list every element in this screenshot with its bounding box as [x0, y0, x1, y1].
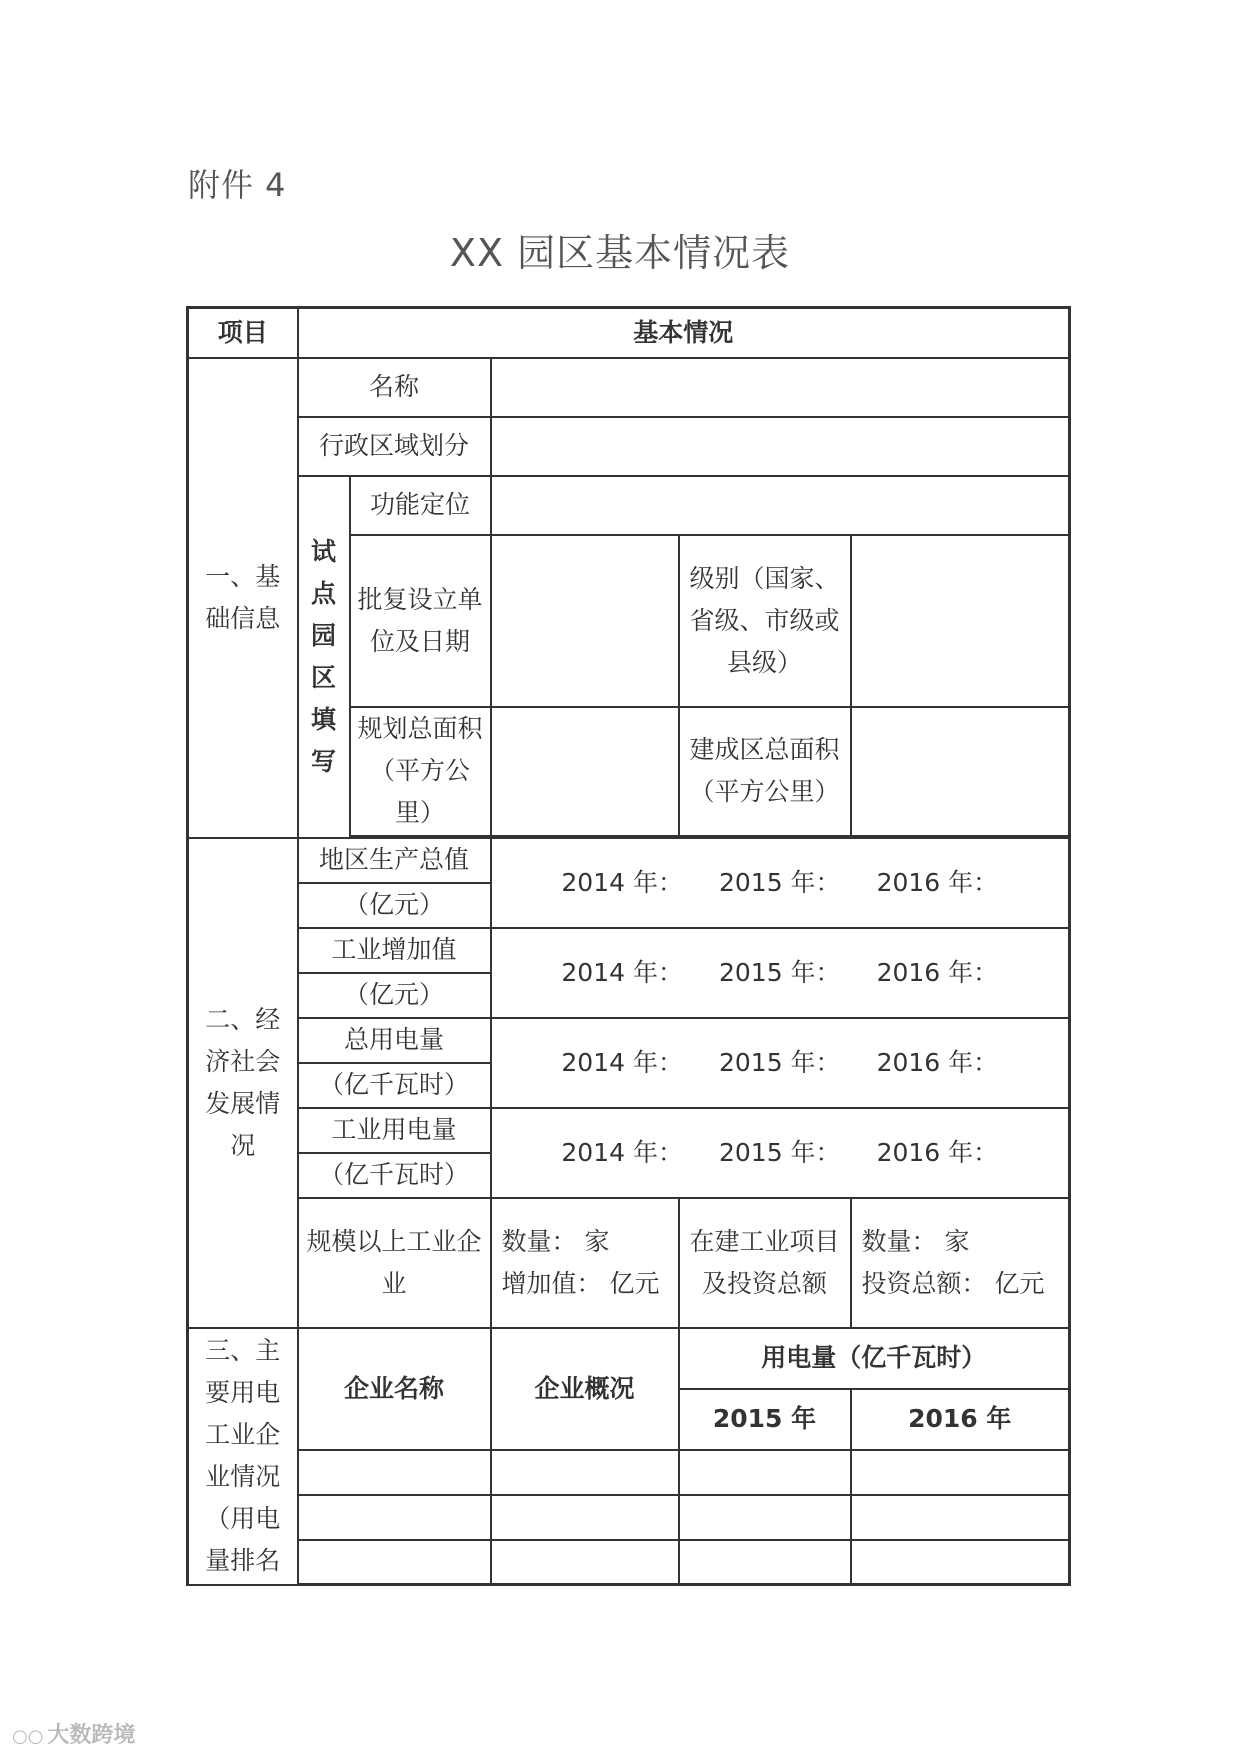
industry-added-unit: （亿元） — [298, 973, 491, 1018]
admin-division-label: 行政区域划分 — [298, 417, 491, 476]
gdp-unit: （亿元） — [298, 883, 491, 928]
section-enterprise-label: 三、主要用电工业企业情况（用电量排名 — [188, 1328, 298, 1585]
table-row — [188, 1540, 1070, 1585]
admin-division-input[interactable] — [491, 417, 1070, 476]
watermark: ○○ 大数跨境 — [12, 1723, 136, 1748]
name-input[interactable] — [491, 358, 1070, 417]
gdp-years[interactable]: 2014 年： 2015 年： 2016 年： — [491, 838, 1070, 928]
company-overview-cell[interactable] — [491, 1450, 679, 1495]
approval-label: 批复设立单位及日期 — [350, 535, 491, 707]
industry-added-label: 工业增加值 — [298, 928, 491, 973]
industry-power-years[interactable]: 2014 年： 2015 年： 2016 年： — [491, 1108, 1070, 1198]
power-2015-cell[interactable] — [679, 1450, 851, 1495]
built-area-label: 建成区总面积（平方公里） — [679, 707, 851, 836]
construction-invest: 投资总额： 亿元 — [861, 1268, 1045, 1298]
power-2016-cell[interactable] — [851, 1540, 1070, 1585]
page-title: XX 园区基本情况表 — [449, 231, 791, 275]
approval-input[interactable] — [491, 535, 679, 707]
section-economy-label: 二、经济社会发展情况 — [188, 838, 298, 1328]
company-name-cell[interactable] — [298, 1540, 491, 1585]
watermark-logo-icon: ○○ — [12, 1726, 44, 1747]
table-row — [188, 1450, 1070, 1495]
header-project: 项目 — [188, 308, 298, 358]
power-2016-cell[interactable] — [851, 1450, 1070, 1495]
built-area-input[interactable] — [851, 707, 1070, 836]
name-label: 名称 — [298, 358, 491, 417]
scale-count: 数量： 家 — [501, 1226, 610, 1256]
function-label: 功能定位 — [350, 476, 491, 535]
industry-added-years[interactable]: 2014 年： 2015 年： 2016 年： — [491, 928, 1070, 1018]
total-power-years[interactable]: 2014 年： 2015 年： 2016 年： — [491, 1018, 1070, 1108]
construction-label: 在建工业项目及投资总额 — [679, 1198, 851, 1328]
scale-added-value: 增加值： 亿元 — [501, 1268, 660, 1298]
section-basic-info-label: 一、基础信息 — [188, 358, 298, 838]
table-row — [188, 1495, 1070, 1540]
power-usage-header: 用电量（亿千瓦时） — [679, 1328, 1070, 1389]
total-power-label: 总用电量 — [298, 1018, 491, 1063]
park-basic-info-table — [186, 306, 1071, 1586]
attachment-label: 附件 4 — [188, 166, 287, 204]
level-label: 级别（国家、省级、市级或县级） — [679, 535, 851, 707]
industry-power-label: 工业用电量 — [298, 1108, 491, 1153]
pilot-park-fill-label: 试 点 园 区 填 写 — [298, 476, 350, 838]
company-overview-cell[interactable] — [491, 1495, 679, 1540]
year-2015-header: 2015 年 — [679, 1389, 851, 1450]
year-2016-header: 2016 年 — [851, 1389, 1070, 1450]
company-overview-cell[interactable] — [491, 1540, 679, 1585]
scale-enterprise-label: 规模以上工业企业 — [298, 1198, 491, 1328]
construction-count: 数量： 家 — [861, 1226, 970, 1256]
company-name-cell[interactable] — [298, 1495, 491, 1540]
power-2015-cell[interactable] — [679, 1540, 851, 1585]
company-name-cell[interactable] — [298, 1450, 491, 1495]
company-overview-header: 企业概况 — [491, 1328, 679, 1450]
header-basic-info: 基本情况 — [298, 308, 1070, 358]
plan-area-input[interactable] — [491, 707, 679, 836]
function-input[interactable] — [491, 476, 1070, 535]
gdp-label: 地区生产总值 — [298, 838, 491, 883]
construction-values[interactable] — [851, 1198, 1070, 1328]
total-power-unit: （亿千瓦时） — [298, 1063, 491, 1108]
power-2015-cell[interactable] — [679, 1495, 851, 1540]
plan-area-label: 规划总面积（平方公里） — [350, 707, 491, 836]
industry-power-unit: （亿千瓦时） — [298, 1153, 491, 1198]
company-name-header: 企业名称 — [298, 1328, 491, 1450]
level-input[interactable] — [851, 535, 1070, 707]
scale-enterprise-values[interactable] — [491, 1198, 679, 1328]
power-2016-cell[interactable] — [851, 1495, 1070, 1540]
